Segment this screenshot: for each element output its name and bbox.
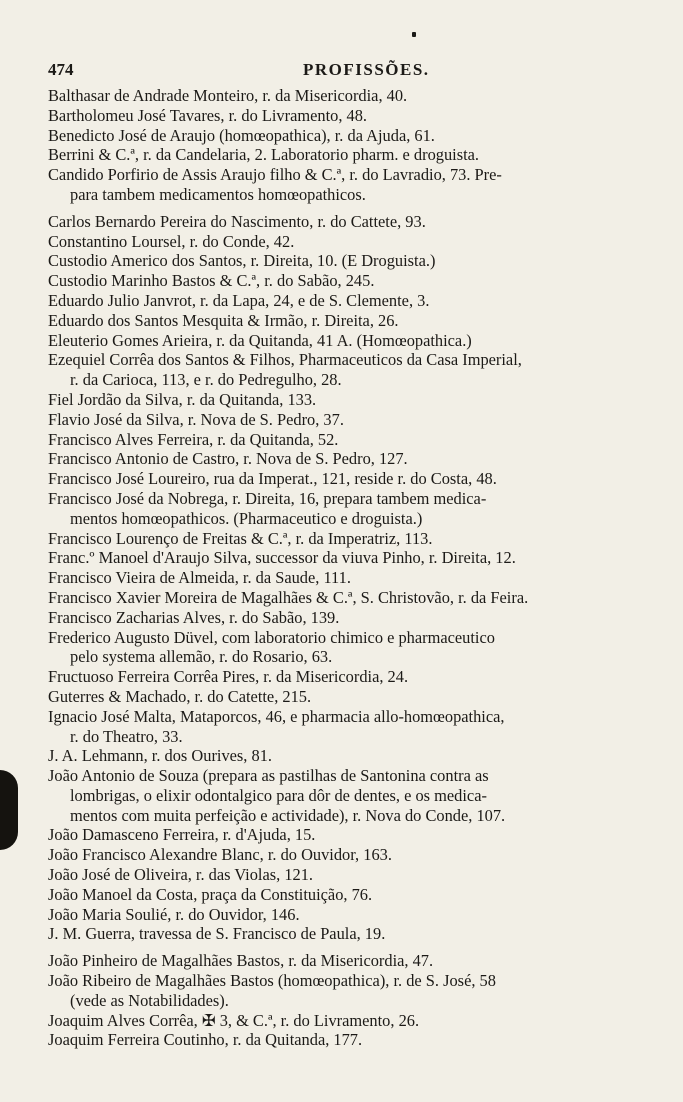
directory-entry (48, 232, 638, 252)
entry-line: Constantino Loursel, r. do Conde, 42. (48, 231, 295, 251)
entry-continuation-line: lombrigas, o elixir odontalgico para dôr de dentes, e os medica- (70, 785, 487, 805)
entry-line: Francisco Lourenço de Freitas & C.ª, r. da Imperatriz, 113. (48, 528, 433, 548)
entry-continuation-line: (vede as Notabilidades). (70, 990, 229, 1010)
entry-line: Franc.º Manoel d'Araujo Silva, successor da viuva Pinho, r. Direita, 12. (48, 548, 516, 568)
entry-line: Ignacio José Malta, Mataporcos, 46, e pharmacia allo-homœopathica, (48, 706, 505, 726)
ink-spot (412, 32, 416, 37)
entry-line: João Manoel da Costa, praça da Constituição, 76. (48, 884, 373, 904)
directory-entry (48, 271, 638, 291)
entry-line: João Maria Soulié, r. do Ouvidor, 146. (48, 904, 300, 924)
entry-line: Guterres & Machado, r. do Catette, 215. (48, 686, 312, 706)
entry-line: Joaquim Ferreira Coutinho, r. da Quitanda, 177. (48, 1030, 363, 1050)
entry-line: Frederico Augusto Düvel, com laboratorio chimico e pharmaceutico (48, 627, 495, 647)
entry-continuation-line: para tambem medicamentos homœopathicos. (70, 184, 366, 204)
directory-entry (48, 86, 638, 106)
entry-line: Ezequiel Corrêa dos Santos & Filhos, Pharmaceuticos da Casa Imperial, (48, 350, 522, 370)
entry-line: Custodio Marinho Bastos & C.ª, r. do Sabão, 245. (48, 271, 375, 291)
entry-line: João Antonio de Souza (prepara as pastilhas de Santonina contra as (48, 766, 489, 786)
page-title: PROFISSÕES. (303, 60, 430, 79)
directory-entry (48, 924, 638, 944)
entry-line: Flavio José da Silva, r. Nova de S. Pedro, 37. (48, 409, 344, 429)
entry-line: Custodio Americo dos Santos, r. Direita, 10. (E Droguista.) (48, 251, 436, 271)
directory-entry (48, 126, 638, 146)
entry-line: Francisco Vieira de Almeida, r. da Saude, 111. (48, 568, 351, 588)
directory-entry (48, 687, 638, 707)
margin-ink-blot (0, 770, 18, 850)
page-header (48, 60, 608, 84)
directory-entry (48, 469, 638, 489)
directory-entry (48, 1030, 638, 1050)
directory-entry (48, 628, 638, 668)
directory-entry (48, 548, 638, 568)
entry-line: Eleuterio Gomes Arieira, r. da Quitanda, 41 A. (Homœopathica.) (48, 330, 472, 350)
entry-continuation-line: pelo systema allemão, r. do Rosario, 63. (70, 647, 333, 667)
entry-line: J. M. Guerra, travessa de S. Francisco de Paula, 19. (48, 924, 386, 944)
entry-line: João José de Oliveira, r. das Violas, 121. (48, 865, 314, 885)
directory-entry (48, 825, 638, 845)
directory-entry (48, 951, 638, 971)
directory-entry (48, 845, 638, 865)
directory-entry (48, 529, 638, 549)
entry-line: Candido Porfirio de Assis Araujo filho & C.ª, r. do Lavradio, 73. Pre- (48, 165, 502, 185)
directory-entry (48, 667, 638, 687)
entry-continuation-line: mentos com muita perfeição e actividade), r. Nova do Conde, 107. (70, 805, 506, 825)
directory-entry (48, 145, 638, 165)
directory-entry (48, 212, 638, 232)
directory-entry (48, 865, 638, 885)
entry-line: Francisco Alves Ferreira, r. da Quitanda, 52. (48, 429, 339, 449)
entry-line: João Francisco Alexandre Blanc, r. do Ouvidor, 163. (48, 845, 392, 865)
directory-entry (48, 165, 638, 205)
directory-entry (48, 608, 638, 628)
directory-entry (48, 885, 638, 905)
directory-entry (48, 588, 638, 608)
directory-entry (48, 766, 638, 825)
entry-line: Francisco Zacharias Alves, r. do Sabão, 139. (48, 607, 340, 627)
directory-entry (48, 331, 638, 351)
entry-line: Eduardo dos Santos Mesquita & Irmão, r. Direita, 26. (48, 310, 399, 330)
entry-line: Bartholomeu José Tavares, r. do Livramento, 48. (48, 105, 368, 125)
entry-continuation-line: r. da Carioca, 113, e r. do Pedregulho, 28. (70, 370, 342, 390)
entry-line: Francisco Xavier Moreira de Magalhães & C.ª, S. Christovão, r. da Feira. (48, 587, 529, 607)
directory-entry (48, 568, 638, 588)
directory-entry (48, 350, 638, 390)
directory-entry (48, 1011, 638, 1031)
entry-line: João Damasceno Ferreira, r. d'Ajuda, 15. (48, 825, 316, 845)
entry-line: Fiel Jordão da Silva, r. da Quitanda, 133. (48, 389, 317, 409)
directory-entry (48, 971, 638, 1011)
entry-line: João Ribeiro de Magalhães Bastos (homœopathica), r. de S. José, 58 (48, 971, 496, 991)
entry-line: Berrini & C.ª, r. da Candelaria, 2. Laboratorio pharm. e droguista. (48, 145, 480, 165)
entry-line: J. A. Lehmann, r. dos Ourives, 81. (48, 746, 272, 766)
page-number: 474 (48, 60, 74, 79)
directory-entry (48, 410, 638, 430)
entry-line: Francisco José da Nobrega, r. Direita, 16, prepara tambem medica- (48, 488, 487, 508)
directory-entry (48, 746, 638, 766)
entry-line: Eduardo Julio Janvrot, r. da Lapa, 24, e de S. Clemente, 3. (48, 290, 430, 310)
entry-continuation-line: r. do Theatro, 33. (70, 726, 183, 746)
directory-entry (48, 291, 638, 311)
entry-line: Balthasar de Andrade Monteiro, r. da Misericordia, 40. (48, 86, 408, 105)
entry-line: Benedicto José de Araujo (homœopathica), r. da Ajuda, 61. (48, 125, 435, 145)
directory-entry (48, 106, 638, 126)
directory-entry (48, 390, 638, 410)
entry-line: Francisco Antonio de Castro, r. Nova de S. Pedro, 127. (48, 449, 408, 469)
directory-entry (48, 905, 638, 925)
entry-line: Fructuoso Ferreira Corrêa Pires, r. da Misericordia, 24. (48, 667, 409, 687)
directory-entry (48, 449, 638, 469)
entry-line: Francisco José Loureiro, rua da Imperat., 121, reside r. do Costa, 48. (48, 469, 497, 489)
directory-entry (48, 489, 638, 529)
entry-line: Joaquim Alves Corrêa, ✠ 3, & C.ª, r. do Livramento, 26. (48, 1010, 420, 1030)
directory-entry (48, 430, 638, 450)
directory-listing (48, 86, 638, 1050)
directory-entry (48, 707, 638, 747)
directory-entry (48, 311, 638, 331)
entry-line: Carlos Bernardo Pereira do Nascimento, r. do Cattete, 93. (48, 211, 426, 231)
directory-entry (48, 251, 638, 271)
entry-continuation-line: mentos homœopathicos. (Pharmaceutico e droguista.) (70, 508, 423, 528)
entry-line: João Pinheiro de Magalhães Bastos, r. da Misericordia, 47. (48, 951, 434, 971)
